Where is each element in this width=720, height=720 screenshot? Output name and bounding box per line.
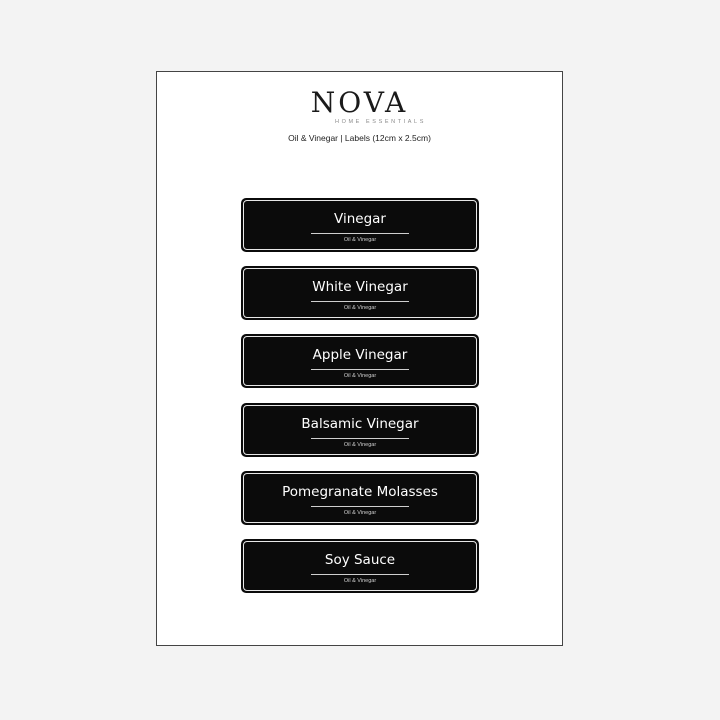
- brand-logo: NOVA: [310, 86, 409, 119]
- label-title: Soy Sauce: [324, 552, 396, 568]
- label-divider: [311, 301, 409, 302]
- label-category: Oil & Vinegar: [343, 442, 377, 448]
- label-card: [241, 198, 479, 252]
- label-sheet: [156, 71, 563, 646]
- document-subtitle: Oil & Vinegar | Labels (12cm x 2.5cm): [288, 133, 431, 143]
- label-category: Oil & Vinegar: [343, 373, 377, 379]
- label-divider: [311, 506, 409, 507]
- brand-tagline: HOME ESSENTIALS: [335, 119, 426, 125]
- label-divider: [311, 574, 409, 575]
- label-card: [241, 539, 479, 593]
- label-card: [241, 471, 479, 525]
- label-category: Oil & Vinegar: [343, 578, 377, 584]
- label-title: Apple Vinegar: [312, 347, 408, 363]
- label-divider: [311, 369, 409, 370]
- label-category: Oil & Vinegar: [343, 510, 377, 516]
- label-title: Vinegar: [334, 211, 386, 227]
- label-divider: [311, 233, 409, 234]
- label-title: Pomegranate Molasses: [282, 484, 438, 500]
- label-category: Oil & Vinegar: [343, 305, 377, 311]
- label-title: White Vinegar: [312, 279, 408, 295]
- label-card: [241, 334, 479, 388]
- label-title: Balsamic Vinegar: [301, 416, 419, 432]
- label-category: Oil & Vinegar: [343, 237, 377, 243]
- label-divider: [311, 438, 409, 439]
- label-card: [241, 266, 479, 320]
- brand-block: [157, 88, 562, 126]
- label-card: [241, 403, 479, 457]
